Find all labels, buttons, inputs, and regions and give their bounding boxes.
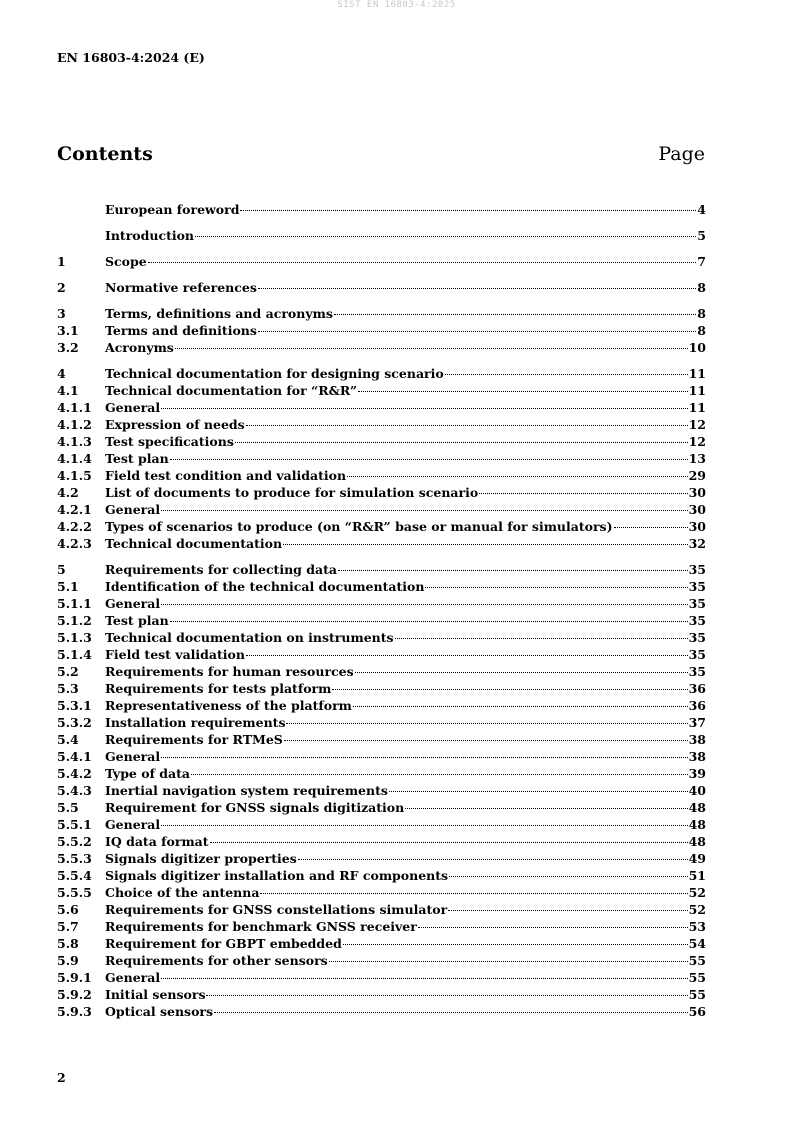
document-id: EN 16803-4:2024 (E) [57,50,205,65]
dot-leader [353,706,688,707]
toc-entry-title: Choice of the antenna [105,885,260,900]
toc-entry-title: Requirements for tests platform [105,681,332,696]
toc-entry[interactable] [57,918,706,935]
toc-entry[interactable] [57,901,706,918]
toc-entry-number: 5.5 [57,800,79,815]
dot-leader [425,587,687,588]
toc-entry[interactable] [57,612,706,629]
toc-entry-page: 51 [688,868,706,883]
toc-entry-number: 5.1.3 [57,630,92,645]
toc-entry-title: Field test condition and validation [105,468,347,483]
toc-entry-page: 35 [688,613,706,628]
toc-entry-page: 5 [697,228,706,243]
toc-entry[interactable] [57,399,706,416]
dot-leader [332,689,687,690]
toc-entry[interactable] [57,714,706,731]
toc-entry-page: 38 [688,732,706,747]
toc-entry-number: 5.5.5 [57,885,92,900]
toc-entry-page: 35 [688,664,706,679]
dot-leader [191,774,688,775]
toc-entry-title: Requirements for RTMeS [105,732,283,747]
dot-leader [355,672,688,673]
toc-entry-title: Acronyms [105,340,174,355]
dot-leader [214,1012,688,1013]
toc-entry-page: 53 [688,919,706,934]
toc-entry-number: 4.1.2 [57,417,92,432]
toc-entry-page: 11 [688,366,706,381]
toc-entry-page: 55 [688,970,706,985]
toc-entry-title: Introduction [105,228,195,243]
toc-entry-title: Expression of needs [105,417,245,432]
toc-entry-title: Field test validation [105,647,245,662]
dot-leader [283,544,688,545]
toc-entry[interactable] [57,484,706,501]
dot-leader [343,944,688,945]
dot-leader [329,961,688,962]
toc-entry[interactable] [57,986,706,1003]
toc-entry-page: 12 [688,417,706,432]
toc-entry-title: General [105,970,161,985]
toc-entry-title: Normative references [105,280,257,295]
dot-leader [389,791,688,792]
dot-leader [338,570,688,571]
toc-entry-title: General [105,817,161,832]
toc-entry-number: 4.1.4 [57,451,92,466]
toc-entry-number: 3.2 [57,340,79,355]
dot-leader [246,655,688,656]
dot-leader [418,927,688,928]
toc-entry[interactable] [57,884,706,901]
toc-entry-number: 5.4.1 [57,749,92,764]
toc-entry-number: 5.1.2 [57,613,92,628]
dot-leader [405,808,687,809]
toc-entry-number: 4.2 [57,485,79,500]
toc-entry-page: 35 [688,647,706,662]
toc-entry[interactable] [57,365,706,382]
watermark: SIST EN 16803-4:2025 [337,0,456,10]
toc-entry-title: Requirements for benchmark GNSS receiver [105,919,417,934]
contents-heading: Contents [57,143,153,165]
toc-entry[interactable] [57,595,706,612]
toc-entry-page: 30 [688,502,706,517]
dot-leader [206,995,687,996]
toc-entry-title: Type of data [105,766,191,781]
toc-entry-number: 5.9.1 [57,970,92,985]
toc-entry-title: Signals digitizer properties [105,851,297,866]
toc-entry-title: Test specifications [105,434,234,449]
toc-entry-number: 5.3.2 [57,715,92,730]
dot-leader [258,331,696,332]
dot-leader [358,391,688,392]
toc-entry-page: 49 [688,851,706,866]
toc-entry-page: 32 [688,536,706,551]
toc-entry-title: Inertial navigation system requirements [105,783,388,798]
toc-entry-title: Technical documentation [105,536,283,551]
toc-entry-page: 55 [688,987,706,1002]
toc-entry-title: Technical documentation on instruments [105,630,394,645]
toc-entry-number: 5.5.1 [57,817,92,832]
toc-entry-page: 7 [697,254,706,269]
toc-entry-page: 35 [688,579,706,594]
toc-entry[interactable] [57,578,706,595]
toc-entry-title: Test plan [105,613,169,628]
toc-entry-title: Types of scenarios to produce (on “R&R” base or manual for simulators) [105,519,613,534]
toc-entry-page: 48 [688,817,706,832]
toc-entry-page: 36 [688,698,706,713]
toc-entry-page: 4 [697,202,706,217]
toc-entry-title: General [105,400,161,415]
toc-entry-title: Requirements for human resources [105,664,354,679]
toc-entry-number: 5.9.3 [57,1004,92,1019]
toc-entry-page: 8 [697,323,706,338]
toc-entry-page: 30 [688,485,706,500]
page-number: 2 [57,1070,66,1085]
dot-leader [246,425,688,426]
toc-entry-number: 1 [57,254,66,269]
toc-entry-number: 5.6 [57,902,79,917]
toc-entry[interactable] [57,799,706,816]
toc-entry-page: 37 [688,715,706,730]
toc-entry[interactable] [57,935,706,952]
toc-entry-page: 54 [688,936,706,951]
toc-entry-page: 52 [688,885,706,900]
toc-entry-number: 4.1.3 [57,434,92,449]
toc-entry[interactable] [57,467,706,484]
toc-entry[interactable] [57,867,706,884]
dot-leader [210,842,688,843]
toc-entry[interactable] [57,731,706,748]
toc-entry-number: 4 [57,366,66,381]
toc-entry-title: European foreword [105,202,240,217]
toc-entry[interactable] [57,833,706,850]
toc-entry[interactable] [57,850,706,867]
toc-entry-number: 5 [57,562,66,577]
toc-entry-page: 8 [697,280,706,295]
toc-entry-number: 5.7 [57,919,79,934]
dot-leader [195,236,696,237]
toc-entry-title: General [105,596,161,611]
toc-entry[interactable] [57,816,706,833]
toc-entry[interactable] [57,969,706,986]
toc-entry[interactable] [57,382,706,399]
toc-entry[interactable] [57,697,706,714]
toc-entry-page: 11 [688,400,706,415]
dot-leader [614,527,688,528]
dot-leader [235,442,688,443]
toc-entry-page: 35 [688,596,706,611]
dot-leader [161,757,687,758]
toc-entry-number: 3 [57,306,66,321]
toc-entry-number: 5.3 [57,681,79,696]
dot-leader [161,510,687,511]
toc-entry[interactable] [57,433,706,450]
toc-entry-title: Optical sensors [105,1004,214,1019]
dot-leader [347,476,688,477]
toc-entry[interactable] [57,748,706,765]
toc-entry-title: Technical documentation for “R&R” [105,383,358,398]
toc-entry-number: 4.1 [57,383,79,398]
dot-leader [395,638,688,639]
toc-entry-page: 10 [688,340,706,355]
toc-entry-number: 5.4.2 [57,766,92,781]
toc-entry-page: 13 [688,451,706,466]
dot-leader [298,859,688,860]
toc-entry-number: 5.1.1 [57,596,92,611]
toc-entry-number: 5.1 [57,579,79,594]
dot-leader [161,604,687,605]
toc-entry[interactable] [57,450,706,467]
toc-entry[interactable] [57,501,706,518]
toc-entry-number: 4.2.3 [57,536,92,551]
toc-entry-page: 52 [688,902,706,917]
toc-entry-title: Requirement for GBPT embedded [105,936,342,951]
toc-entry-page: 36 [688,681,706,696]
dot-leader [448,910,687,911]
toc-entry-number: 5.8 [57,936,79,951]
dot-leader [445,374,688,375]
toc-entry-title: Requirement for GNSS signals digitization [105,800,405,815]
toc-entry[interactable] [57,952,706,969]
dot-leader [286,723,687,724]
dot-leader [170,459,688,460]
toc-entry[interactable] [57,339,706,356]
toc-entry-page: 48 [688,834,706,849]
toc-entry-title: General [105,749,161,764]
toc-entry-number: 4.1.5 [57,468,92,483]
toc-entry-page: 35 [688,630,706,645]
toc-entry[interactable] [57,253,706,270]
toc-entry-number: 2 [57,280,66,295]
toc-entry-page: 39 [688,766,706,781]
toc-entry-page: 8 [697,306,706,321]
toc-entry-number: 5.5.2 [57,834,92,849]
toc-entry[interactable] [57,535,706,552]
dot-leader [161,825,687,826]
toc-entry-title: Signals digitizer installation and RF components [105,868,449,883]
table-of-contents [57,201,706,1020]
toc-entry-page: 38 [688,749,706,764]
toc-entry-title: Technical documentation for designing scenario [105,366,444,381]
toc-entry-number: 4.2.2 [57,519,92,534]
dot-leader [334,314,696,315]
toc-entry-number: 5.9.2 [57,987,92,1002]
toc-entry[interactable] [57,227,706,244]
toc-entry-number: 5.9 [57,953,79,968]
toc-entry[interactable] [57,646,706,663]
toc-entry-page: 11 [688,383,706,398]
toc-entry-number: 5.3.1 [57,698,92,713]
toc-entry-title: Installation requirements [105,715,286,730]
toc-entry[interactable] [57,416,706,433]
toc-entry-title: General [105,502,161,517]
toc-entry-title: Representativeness of the platform [105,698,352,713]
toc-entry-number: 4.2.1 [57,502,92,517]
toc-entry-title: IQ data format [105,834,209,849]
toc-entry-number: 5.4.3 [57,783,92,798]
toc-entry-title: Test plan [105,451,169,466]
dot-leader [258,288,696,289]
toc-entry-page: 12 [688,434,706,449]
toc-entry-number: 5.4 [57,732,79,747]
dot-leader [449,876,688,877]
toc-entry-page: 29 [688,468,706,483]
toc-entry-page: 48 [688,800,706,815]
toc-entry[interactable] [57,629,706,646]
toc-entry-page: 30 [688,519,706,534]
toc-entry-title: Requirements for other sensors [105,953,328,968]
toc-entry-title: Terms and definitions [105,323,257,338]
dot-leader [479,493,687,494]
toc-entry[interactable] [57,765,706,782]
toc-entry-title: Requirements for GNSS constellations simulator [105,902,448,917]
toc-entry-page: 35 [688,562,706,577]
toc-entry[interactable] [57,680,706,697]
toc-entry-page: 56 [688,1004,706,1019]
toc-entry-number: 5.5.3 [57,851,92,866]
dot-leader [170,621,688,622]
dot-leader [161,978,687,979]
dot-leader [240,210,696,211]
dot-leader [148,262,697,263]
toc-entry-title: Scope [105,254,147,269]
page-column-heading: Page [658,143,705,165]
toc-entry[interactable] [57,1003,706,1020]
toc-entry[interactable] [57,305,706,322]
toc-entry[interactable] [57,663,706,680]
toc-entry-number: 3.1 [57,323,79,338]
toc-entry-page: 55 [688,953,706,968]
dot-leader [260,893,687,894]
toc-entry[interactable] [57,322,706,339]
dot-leader [284,740,688,741]
toc-entry-number: 5.5.4 [57,868,92,883]
dot-leader [161,408,687,409]
toc-entry[interactable] [57,518,706,535]
toc-entry-number: 5.1.4 [57,647,92,662]
toc-entry[interactable] [57,782,706,799]
dot-leader [175,348,688,349]
toc-entry[interactable] [57,279,706,296]
toc-entry-title: Initial sensors [105,987,206,1002]
toc-entry-title: Terms, definitions and acronyms [105,306,333,321]
toc-entry-title: Requirements for collecting data [105,562,337,577]
toc-entry-number: 4.1.1 [57,400,92,415]
toc-entry[interactable] [57,201,706,218]
toc-entry[interactable] [57,561,706,578]
toc-entry-title: List of documents to produce for simulation scenario [105,485,479,500]
toc-entry-title: Identification of the technical documentation [105,579,425,594]
toc-entry-page: 40 [688,783,706,798]
toc-entry-number: 5.2 [57,664,79,679]
